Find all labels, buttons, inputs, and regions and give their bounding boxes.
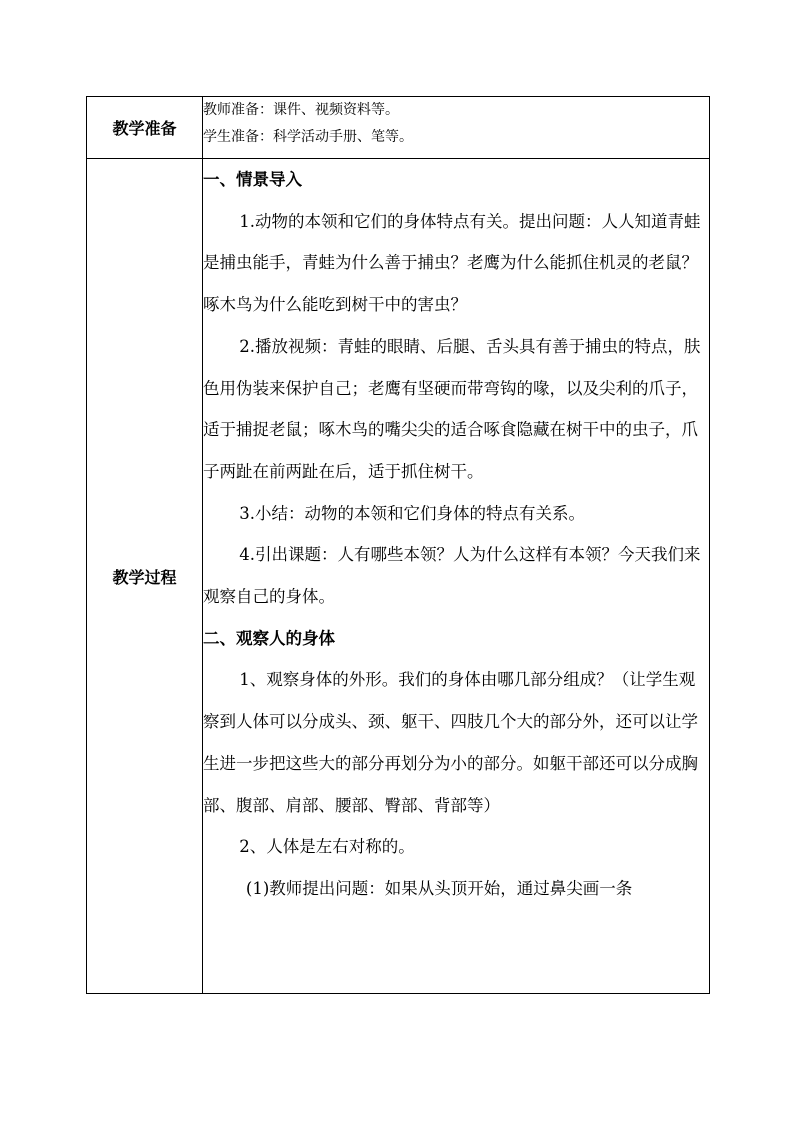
section-1-paragraph-1: 1.动物的本领和它们的身体特点有关。提出问题：人人知道青蛙是捕虫能手，青蛙为什么善于捕虫？老鹰为什么能抓住机灵的老鼠？啄木鸟为什么能吃到树干中的害虫？ xyxy=(203,211,701,315)
section-1-title: 一、情景导入 xyxy=(203,170,302,189)
section-1-paragraph-4: 4.引出课题：人有哪些本领？人为什么这样有本领？今天我们来观察自己的身体。 xyxy=(203,545,701,607)
student-prep-line: 学生准备：科学活动手册、笔等。 xyxy=(203,129,413,145)
teacher-prep-line: 教师准备：课件、视频资料等。 xyxy=(203,102,399,118)
process-row xyxy=(87,159,710,994)
section-1-paragraph-3: 3.小结：动物的本领和它们身体的特点有关系。 xyxy=(239,503,586,523)
section-2-paragraph-1: 1、观察身体的外形。我们的身体由哪几部分组成？（让学生观察到人体可以分成头、颈、躯干、四肢几个大的部分外，还可以让学生进一步把这些大的部分再划分为小的部分。如躯干部还可以分成胸部、腹部、肩部、腰部、臀部、背部等） xyxy=(203,670,698,815)
section-2-title: 二、观察人的身体 xyxy=(203,628,335,648)
process-label: 教学过程 xyxy=(87,159,203,994)
section-2-paragraph-2: 2、人体是左右对称的。 xyxy=(239,837,415,857)
process-content xyxy=(203,159,710,994)
lesson-plan-table xyxy=(86,96,710,994)
section-1-paragraph-2: 2.播放视频：青蛙的眼睛、后腿、舌头具有善于捕虫的特点，肤色用伪装来保护自己；老鹰有坚硬而带弯钩的喙，以及尖利的爪子，适于捕捉老鼠；啄木鸟的嘴尖尖的适合啄食隐藏在树干中的虫子，爪子两趾在前两趾在后，适于抓住树干。 xyxy=(203,336,701,481)
section-2-paragraph-3: (1)教师提出问题：如果从头顶开始，通过鼻尖画一条 xyxy=(245,878,633,898)
prep-label: 教学准备 xyxy=(87,97,203,159)
prep-row xyxy=(87,97,710,159)
prep-content xyxy=(203,97,710,159)
